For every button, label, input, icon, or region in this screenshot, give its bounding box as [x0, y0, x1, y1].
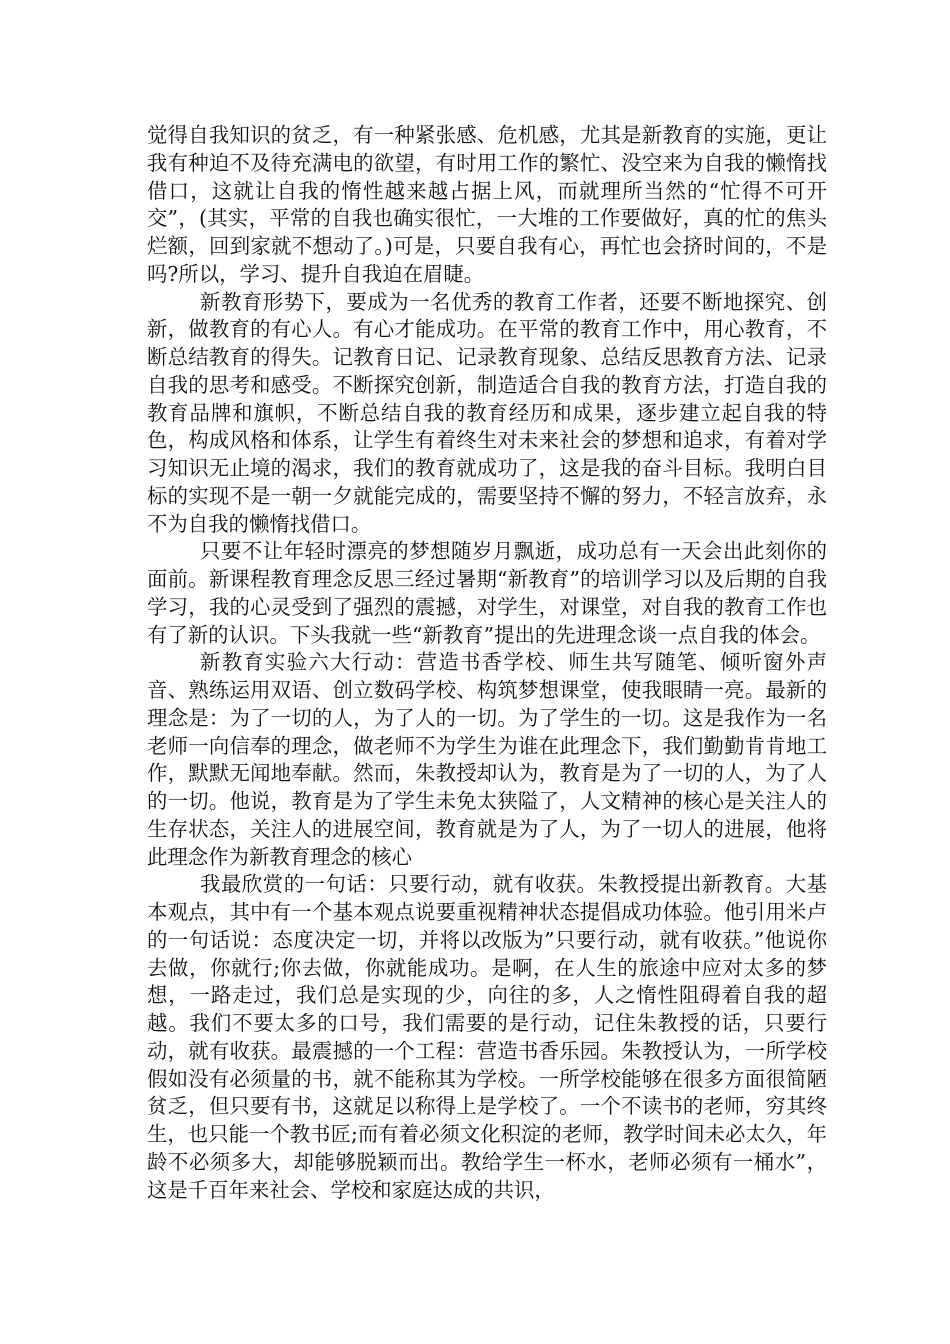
document-page — [147, 122, 827, 1204]
paragraph-1: 觉得自我知识的贫乏，有一种紧张感、危机感，尤其是新教育的实施，更让我有种迫不及待充满电的欲望，有时用工作的繁忙、没空来为自我的懒惰找借口，这就让自我的惰性越来越占据上风，而就理所当然的“忙得不可开交”，(其实，平常的自我也确实很忙，一大堆的工作要做好，真的忙的焦头烂额，回到家就不想动了。)可是，只要自我有心，再忙也会挤时间的，不是吗?所以，学习、提升自我迫在眉睫。 — [147, 123, 827, 286]
paragraph-5: 我最欣赏的一句话：只要行动，就有收获。朱教授提出新教育。大基本观点，其中有一个基本观点说要重视精神状态提倡成功体验。他引用米卢的一句话说：态度决定一切，并将以改版为”只要行动，就有收获。”他说你去做，你就行;你去做，你就能成功。是啊，在人生的旅途中应对太多的梦想，一路走过，我们总是实现的少，向往的多，人之惰性阻碍着自我的超越。我们不要太多的口号，我们需要的是行动，记住朱教授的话，只要行动，就有收获。最震撼的一个工程：营造书香乐园。朱教授认为，一所学校假如没有必须量的书，就不能称其为学校。一所学校能够在很多方面很简陋贫乏，但只要有书，这就足以称得上是学校了。一个不读书的老师，穷其终生，也只能一个教书匠;而有着必须文化积淀的老师，教学时间未必太久，年龄不必须多大，却能够脱颖而出。教给学生一杯水，老师必须有一桶水”，这是千百年来社会、学校和家庭达成的共识， — [147, 872, 827, 1202]
paragraph-2: 新教育形势下，要成为一名优秀的教育工作者，还要不断地探究、创新，做教育的有心人。有心才能成功。在平常的教育工作中，用心教育，不断总结教育的得失。记教育日记、记录教育现象、总结反思教育方法、记录自我的思考和感受。不断探究创新，制造适合自我的教育方法，打造自我的教育品牌和旗帜，不断总结自我的教育经历和成果，逐步建立起自我的特色，构成风格和体系，让学生有着终生对未来社会的梦想和追求，有着对学习知识无止境的渴求，我们的教育就成功了，这是我的奋斗目标。我明白目标的实现不是一朝一夕就能完成的，需要坚持不懈的努力，不轻言放弃，永不为自我的懒惰找借口。 — [147, 289, 827, 536]
paragraph-3: 只要不让年轻时漂亮的梦想随岁月飘逝，成功总有一天会出此刻你的面前。新课程教育理念反思三经过暑期“新教育”的培训学习以及后期的自我学习，我的心灵受到了强烈的震撼，对学生，对课堂，对自我的教育工作也有了新的认识。下头我就一些“新教育”提出的先进理念谈一点自我的体会。 — [147, 539, 827, 647]
paragraph-4: 新教育实验六大行动：营造书香学校、师生共写随笔、倾听窗外声音、熟练运用双语、创立数码学校、构筑梦想课堂，使我眼睛一亮。最新的理念是：为了一切的人，为了人的一切。为了学生的一切。这是我作为一名老师一向信奉的理念，做老师不为学生为谁在此理念下，我们勤勤肯肯地工作，默默无闻地奉献。然而，朱教授却认为，教育是为了一切的人，为了人的一切。他说，教育是为了学生未免太狭隘了，人文精神的核心是关注人的生存状态，关注人的进展空间，教育就是为了人，为了一切人的进展，他将此理念作为新教育理念的核心 — [147, 650, 827, 869]
